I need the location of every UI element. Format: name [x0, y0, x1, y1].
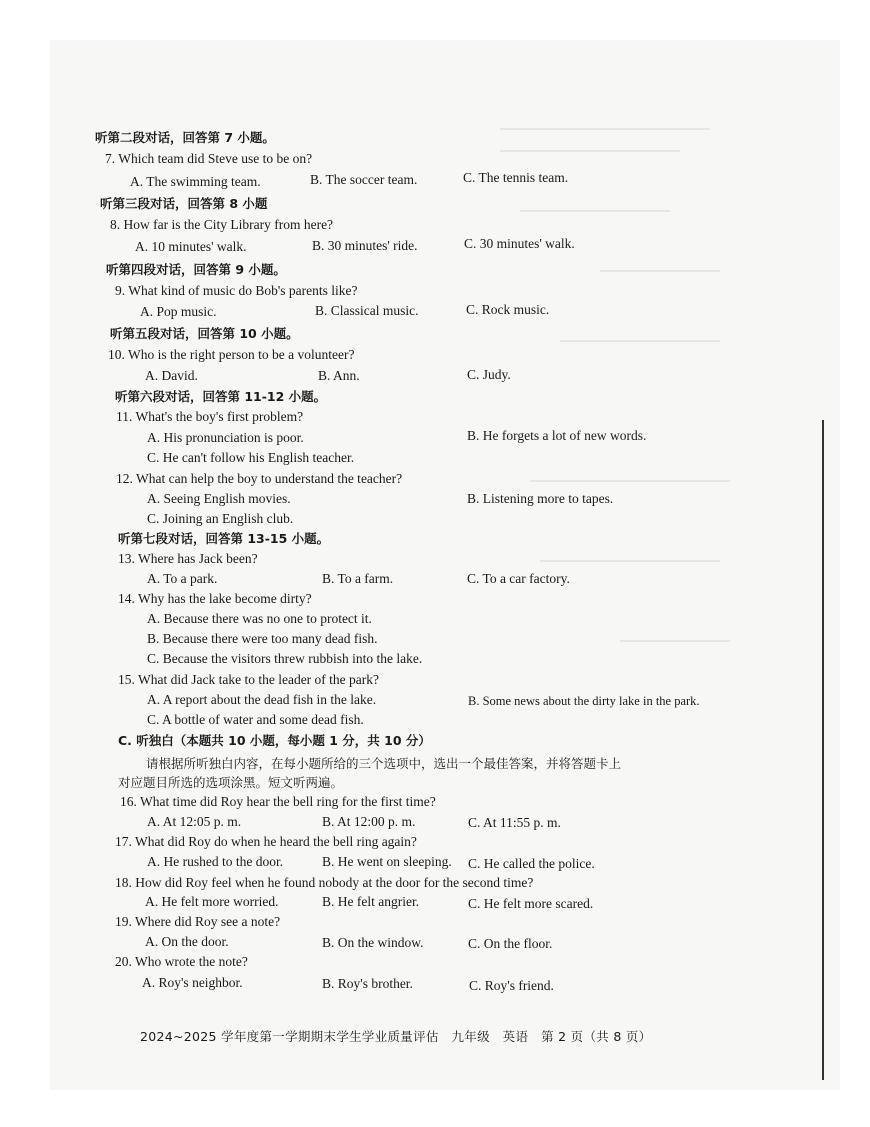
option-b: B. Listening more to tapes. [467, 491, 614, 506]
question-stem: 20. Who wrote the note? [115, 954, 248, 969]
page-footer: 2024~2025 学年度第一学期期末学生学业质量评估 九年级 英语 第 2 页（共 8 页） [140, 1029, 652, 1044]
section-header: 听第四段对话，回答第 9 小题。 [106, 262, 286, 277]
option-a: A. His pronunciation is poor. [147, 430, 304, 445]
option-b: B. The soccer team. [310, 172, 418, 187]
question-stem: 8. How far is the City Library from here? [110, 217, 334, 232]
section-header: 听第六段对话，回答第 11-12 小题。 [115, 389, 327, 404]
option-c: C. He can't follow his English teacher. [147, 450, 355, 465]
option-a: A. Because there was no one to protect it. [147, 611, 372, 626]
option-c: C. Joining an English club. [147, 511, 294, 526]
option-a: A. Roy's neighbor. [142, 975, 243, 990]
option-b: B. Classical music. [315, 303, 419, 318]
option-a: A. 10 minutes' walk. [135, 239, 247, 254]
option-a: A. Pop music. [140, 304, 217, 319]
option-a: A. He rushed to the door. [147, 854, 284, 869]
question-stem: 19. Where did Roy see a note? [115, 914, 281, 929]
question-stem: 13. Where has Jack been? [118, 551, 258, 566]
section-header: 听第七段对话，回答第 13-15 小题。 [118, 531, 330, 546]
question-stem: 12. What can help the boy to understand the teacher? [116, 471, 403, 486]
option-a: A. The swimming team. [130, 174, 261, 189]
option-c: C. Judy. [467, 367, 511, 382]
option-a: A. To a park. [147, 571, 218, 586]
option-b: B. 30 minutes' ride. [312, 238, 418, 253]
option-b: B. Roy's brother. [322, 976, 413, 991]
option-c: C. At 11:55 p. m. [468, 815, 561, 830]
option-a: A. He felt more worried. [145, 894, 279, 909]
question-stem: 11. What's the boy's first problem? [116, 409, 304, 424]
option-b: B. Ann. [318, 368, 360, 383]
option-c: C. 30 minutes' walk. [464, 236, 575, 251]
option-a: A. David. [145, 368, 198, 383]
option-c: C. He called the police. [468, 856, 595, 871]
question-stem: 17. What did Roy do when he heard the bell ring again? [115, 834, 417, 849]
part-c-instruction: 对应题目所选的选项涂黑。短文听两遍。 [118, 775, 344, 790]
option-b: B. On the window. [322, 935, 424, 950]
option-a: A. Seeing English movies. [147, 491, 291, 506]
part-c-instruction: 请根据所听独白内容，在每小题所给的三个选项中，选出一个最佳答案，并将答题卡上 [146, 756, 622, 771]
option-c: C. On the floor. [468, 936, 553, 951]
option-b: B. Because there were too many dead fish. [147, 631, 378, 646]
section-header: 听第三段对话，回答第 8 小题 [100, 196, 268, 211]
option-c: C. To a car factory. [467, 571, 570, 586]
question-stem: 14. Why has the lake become dirty? [118, 591, 312, 606]
question-stem: 7. Which team did Steve use to be on? [105, 151, 313, 166]
section-header: 听第五段对话，回答第 10 小题。 [110, 326, 299, 341]
option-b: B. Some news about the dirty lake in the park. [468, 694, 700, 708]
option-c: C. Roy's friend. [469, 978, 554, 993]
option-b: B. He forgets a lot of new words. [467, 428, 647, 443]
question-stem: 10. Who is the right person to be a volunteer? [108, 347, 355, 362]
option-b: B. He felt angrier. [322, 894, 420, 909]
section-header: 听第二段对话，回答第 7 小题。 [95, 130, 275, 145]
option-b: B. To a farm. [322, 571, 394, 586]
option-a: A. On the door. [145, 934, 229, 949]
option-c: C. A bottle of water and some dead fish. [147, 712, 364, 727]
option-b: B. He went on sleeping. [322, 854, 452, 869]
option-c: C. Rock music. [466, 302, 550, 317]
question-stem: 16. What time did Roy hear the bell ring for the first time? [120, 794, 436, 809]
question-stem: 18. How did Roy feel when he found nobody at the door for the second time? [115, 875, 534, 890]
question-stem: 15. What did Jack take to the leader of the park? [118, 672, 380, 687]
option-a: A. At 12:05 p. m. [147, 814, 242, 829]
option-a: A. A report about the dead fish in the lake. [147, 692, 377, 707]
option-c: C. He felt more scared. [468, 896, 594, 911]
option-c: C. Because the visitors threw rubbish into the lake. [147, 651, 423, 666]
option-b: B. At 12:00 p. m. [322, 814, 416, 829]
part-c-title: C. 听独白（本题共 10 小题，每小题 1 分，共 10 分） [118, 733, 431, 748]
option-c: C. The tennis team. [463, 170, 569, 185]
question-stem: 9. What kind of music do Bob's parents like? [115, 283, 358, 298]
